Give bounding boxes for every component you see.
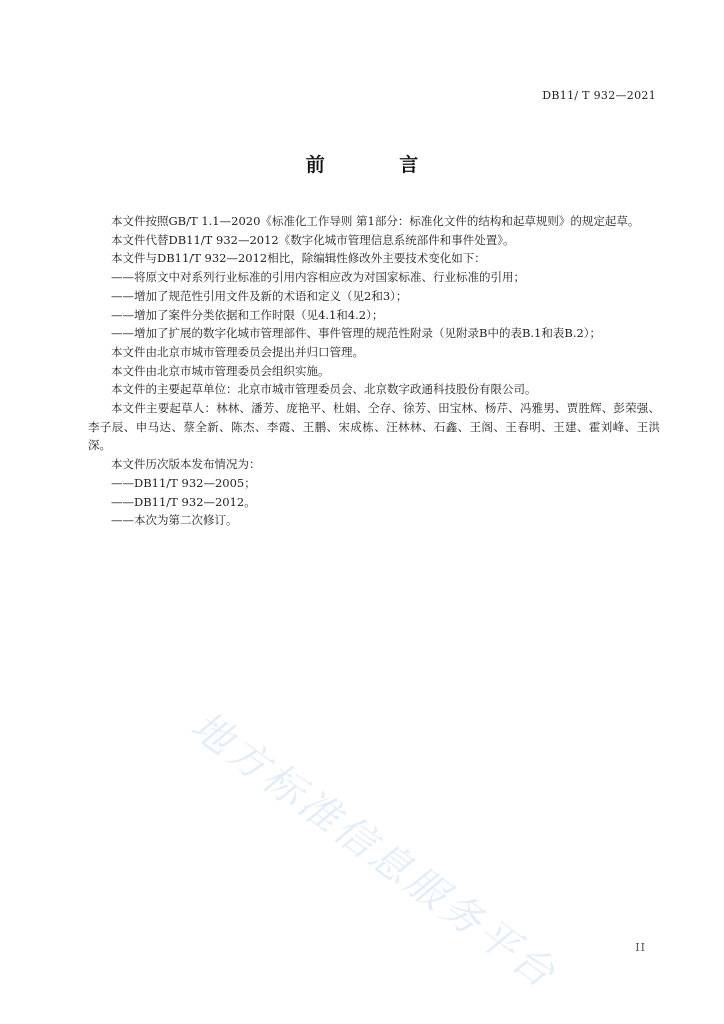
document-code: DB11/ T 932—2021 <box>542 89 656 102</box>
history-item-2012: ——DB11/T 932—2012。 <box>111 494 256 509</box>
paragraph-drafting-units: 本文件的主要起草单位：北京市城市管理委员会、北京数字政通科技股份有限公司。 <box>111 382 537 397</box>
foreword-body <box>88 212 660 530</box>
history-item-2005: ——DB11/T 932—2005； <box>111 475 256 490</box>
paragraph-drafters: 本文件主要起草人：林林、潘芳、庞艳平、杜娟、仝存、徐芳、田宝林、杨芹、冯雅男、贾胜辉、彭荣强、李子辰、申马达、蔡全新、陈杰、李霞、王鹏、宋成栋、汪林林、石鑫、王阁、王春明、王建、霍刘峰、王洪深。 <box>88 401 660 453</box>
paragraph-drafting-rules: 本文件按照GB/T 1.1—2020《标准化工作导则 第1部分：标准化文件的结构和起草规则》的规定起草。 <box>111 214 640 228</box>
change-item-references: ——将原文中对系列行业标准的引用内容相应改为对国家标准、行业标准的引用； <box>111 270 525 285</box>
paragraph-implementer: 本文件由北京市城市管理委员会组织实施。 <box>111 363 330 378</box>
paragraph-changes-intro: 本文件与DB11/T 932—2012相比，除编辑性修改外主要技术变化如下： <box>111 251 486 266</box>
history-item-current: ——本次为第二次修订。 <box>111 513 238 528</box>
paragraph-replaces: 本文件代替DB11/T 932—2012《数字化城市管理信息系统部件和事件处置》。 <box>111 232 515 247</box>
change-item-classification: ——增加了案件分类依据和工作时限（见4.1和4.2）； <box>111 307 384 322</box>
paragraph-proposer: 本文件由北京市城市管理委员会提出并归口管理。 <box>111 344 364 359</box>
paragraph-history-intro: 本文件历次版本发布情况为： <box>111 457 261 472</box>
change-item-annex: ——增加了扩展的数字化城市管理部件、事件管理的规范性附录（见附录B中的表B.1和表B.2）； <box>111 326 602 341</box>
watermark: 地方标准信息服务平台 <box>182 702 566 999</box>
page-title: 前 言 <box>305 154 453 176</box>
page-number: II <box>635 941 646 954</box>
change-item-terms: ——增加了规范性引用文件及新的术语和定义（见2和3）； <box>111 288 408 303</box>
